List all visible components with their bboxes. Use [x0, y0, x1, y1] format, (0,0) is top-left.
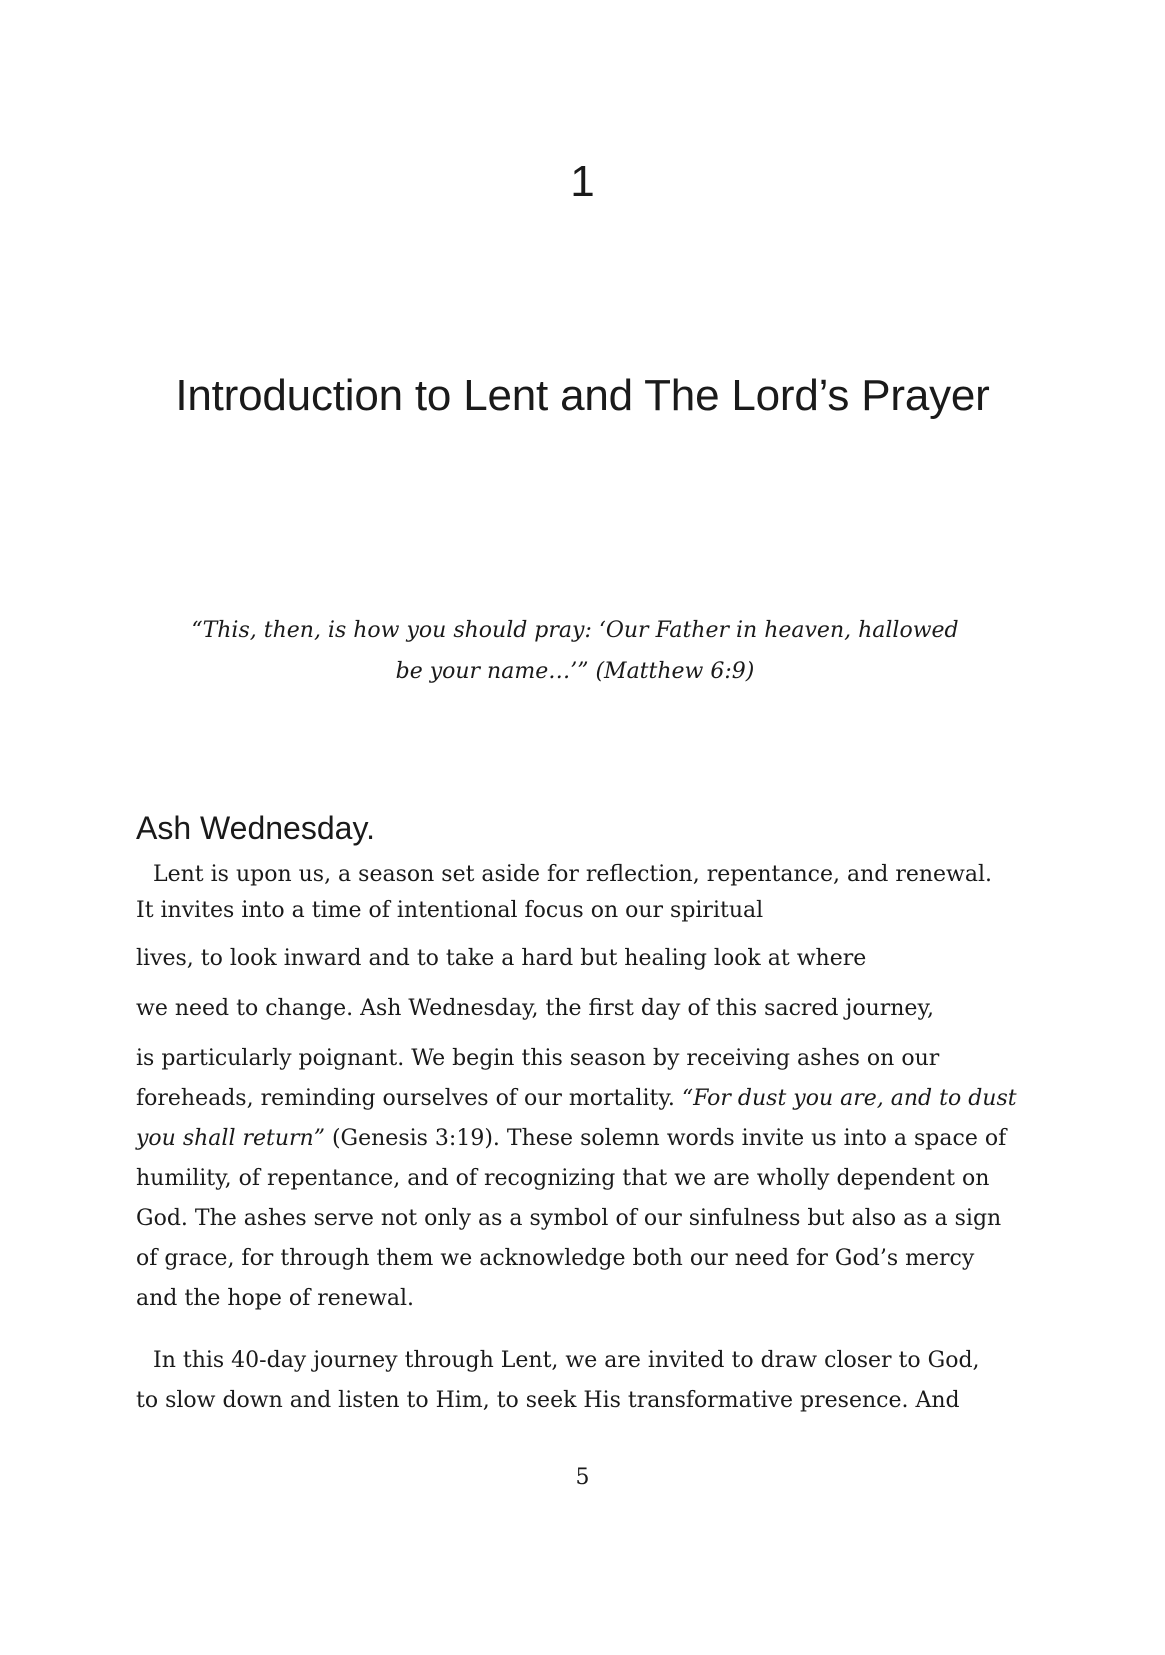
- body-line: [136, 1128, 1006, 1150]
- body-line: [136, 1088, 1017, 1110]
- body-line: of grace, for through them we acknowledge both our need for God’s mercy: [136, 1246, 975, 1271]
- body-text-run: foreheads, reminding ourselves of our mortality.: [136, 1086, 682, 1111]
- body-line: It invites into a time of intentional focus on our spiritual: [136, 898, 764, 923]
- body-line: we need to change. Ash Wednesday, the first day of this sacred journey,: [136, 996, 934, 1021]
- epigraph-quote: [160, 610, 990, 692]
- scripture-quote: “For dust you are, and to dust: [681, 1086, 1017, 1111]
- epigraph-line-2: be your name…’” (Matthew 6:9): [395, 659, 755, 684]
- body-line: to slow down and listen to Him, to seek His transformative presence. And: [136, 1388, 960, 1413]
- body-line: and the hope of renewal.: [136, 1286, 414, 1311]
- body-line: God. The ashes serve not only as a symbol of our sinfulness but also as a sign: [136, 1206, 1002, 1231]
- page-number: 5: [575, 1465, 590, 1490]
- body-line: In this 40-day journey through Lent, we are invited to draw closer to God,: [153, 1348, 980, 1373]
- chapter-number: 1: [570, 157, 595, 206]
- chapter-title: Introduction to Lent and The Lord’s Prayer: [175, 371, 990, 420]
- body-line: humility, of repentance, and of recognizing that we are wholly dependent on: [136, 1166, 990, 1191]
- scripture-quote: you shall return”: [136, 1126, 325, 1151]
- body-text-run: (Genesis 3:19). These solemn words invite us into a space of: [324, 1126, 1007, 1151]
- body-line: is particularly poignant. We begin this season by receiving ashes on our: [136, 1046, 940, 1071]
- body-line: lives, to look inward and to take a hard but healing look at where: [136, 946, 867, 971]
- section-heading: Ash Wednesday.: [136, 810, 375, 846]
- body-line: Lent is upon us, a season set aside for reflection, repentance, and renewal.: [153, 862, 993, 887]
- epigraph-line-1: “This, then, is how you should pray: ‘Our Father in heaven, hallowed: [191, 618, 959, 643]
